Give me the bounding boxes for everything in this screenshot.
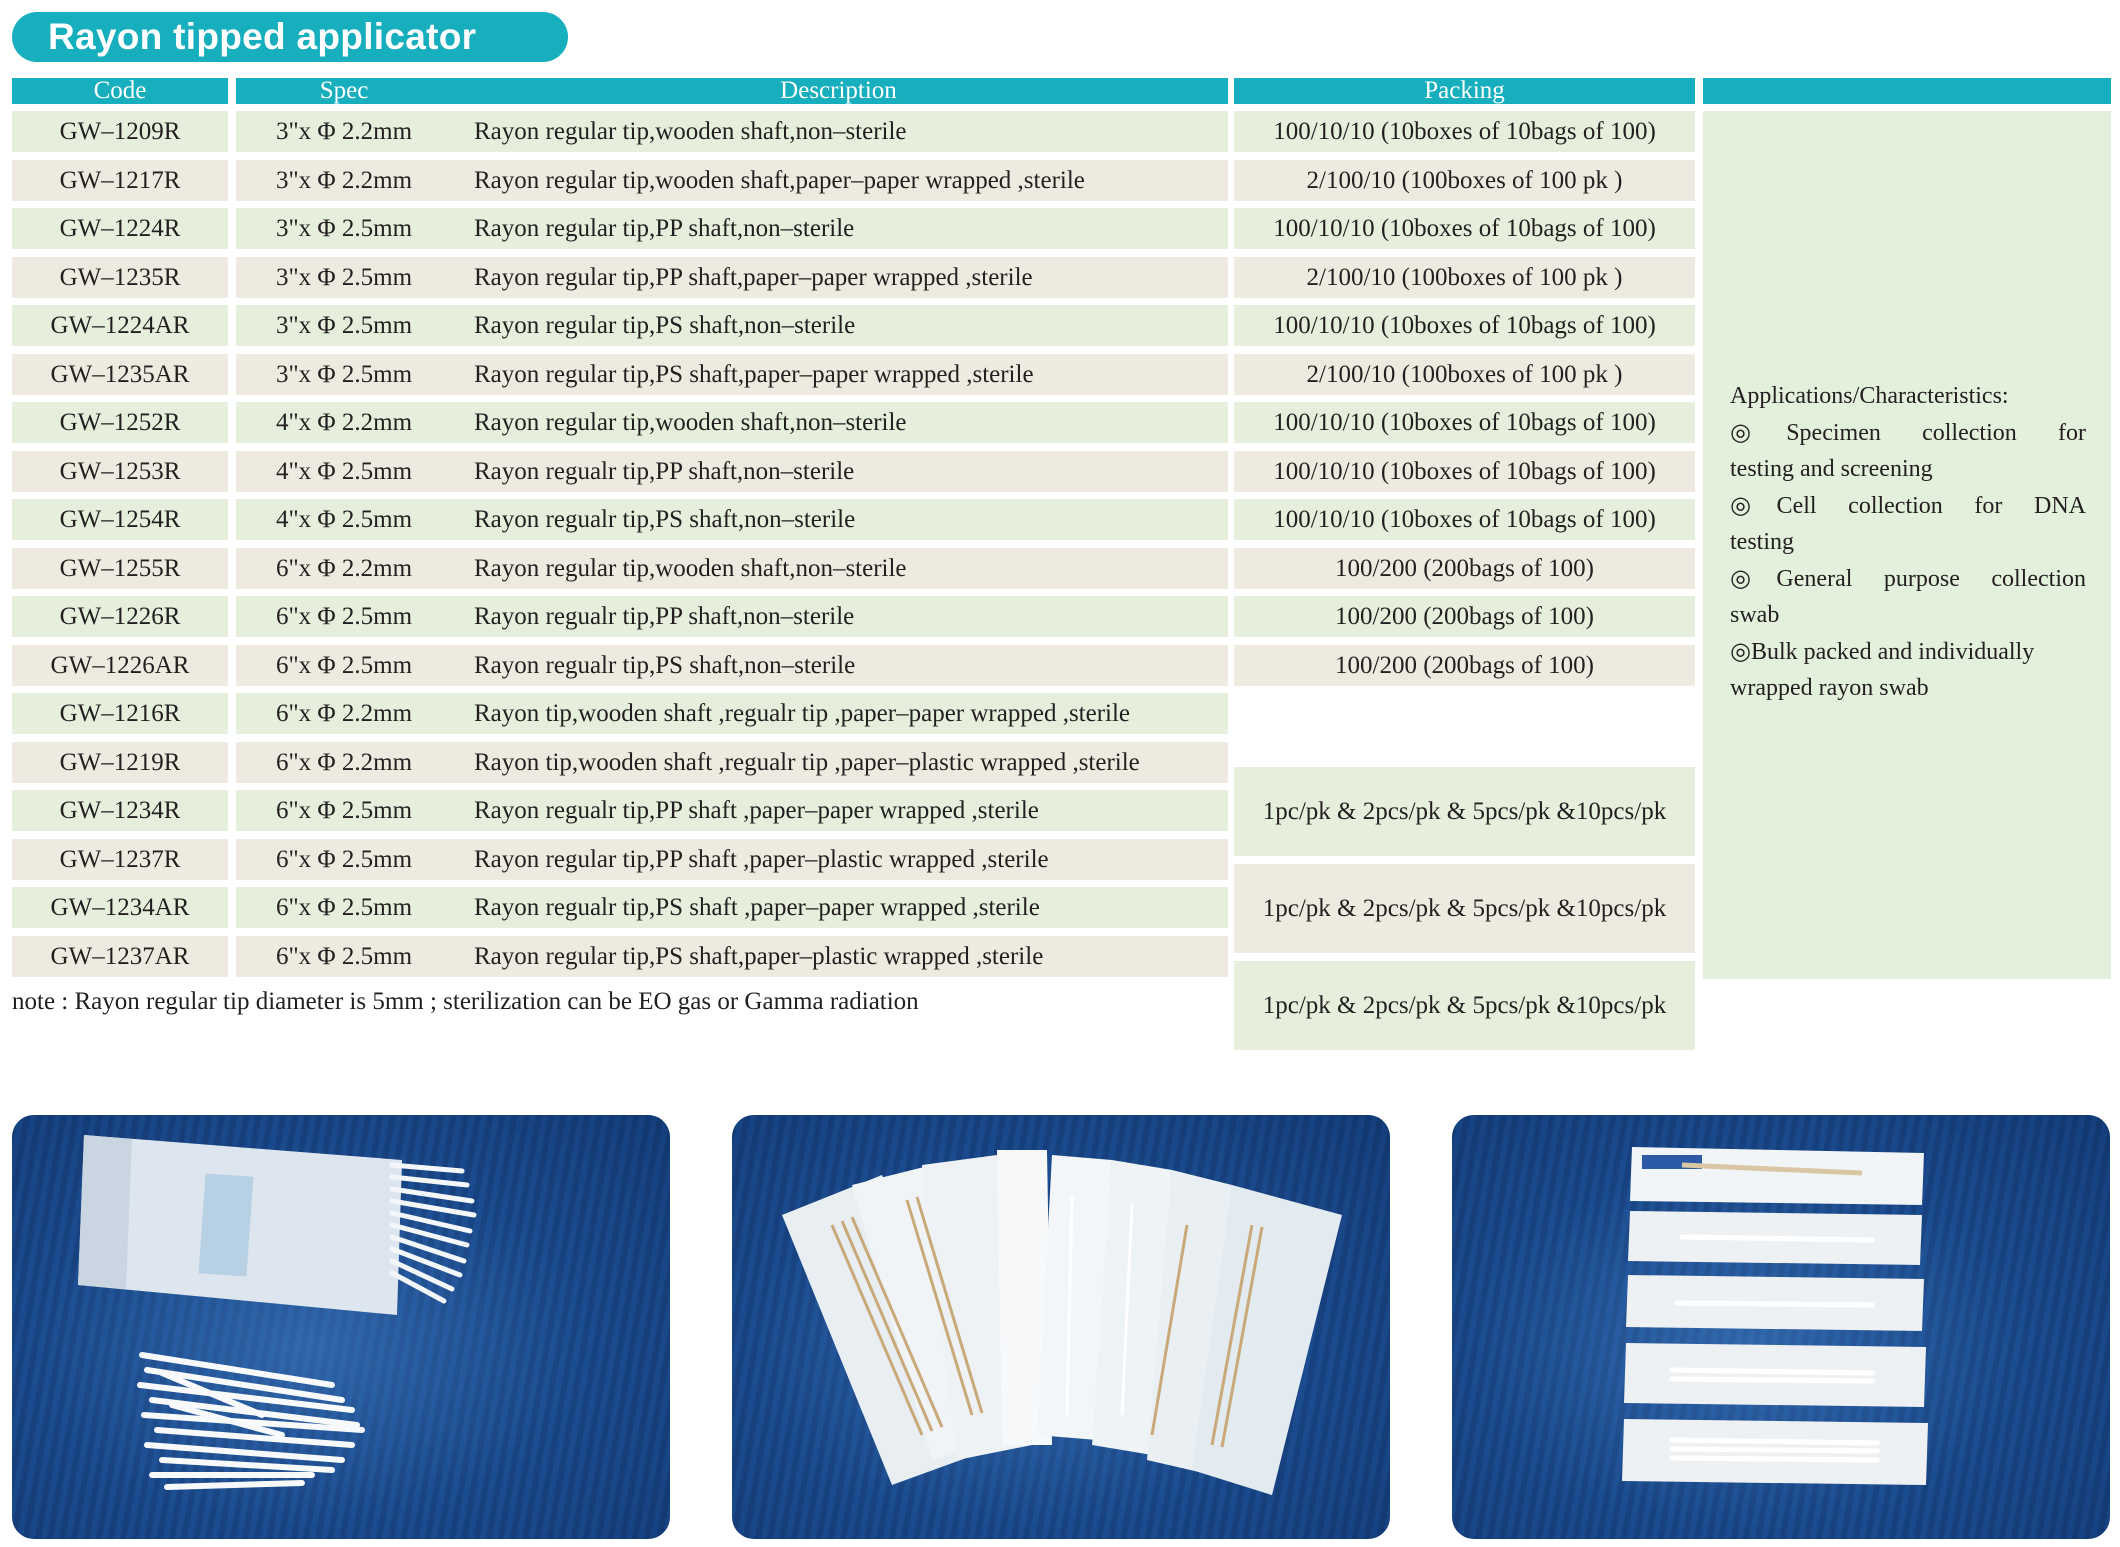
product-code: GW–1237AR (12, 936, 228, 977)
product-code: GW–1235AR (12, 354, 228, 395)
product-code: GW–1234AR (12, 887, 228, 928)
header-code: Code (12, 78, 228, 104)
packing-merged-2: 1pc/pk & 2pcs/pk & 5pcs/pk &10pcs/pk (1234, 864, 1695, 953)
table-row (12, 548, 1695, 589)
product-description: Rayon regualr tip,PS shaft,non–sterile (449, 645, 1228, 686)
product-description: Rayon tip,wooden shaft ,regualr tip ,paper–plastic wrapped ,sterile (449, 742, 1228, 783)
table-row (12, 354, 1695, 395)
bulk-swabs-photo (12, 1115, 670, 1539)
product-code: GW–1209R (12, 111, 228, 152)
product-description: Rayon regular tip,wooden shaft,non–sterile (449, 111, 1228, 152)
product-description: Rayon regular tip,PS shaft,paper–plastic wrapped ,sterile (449, 936, 1228, 977)
product-description: Rayon regualr tip,PP shaft ,paper–paper wrapped ,sterile (449, 790, 1228, 831)
table-row (12, 257, 1695, 298)
applications-line: ◎General purpose collection (1730, 565, 2086, 592)
applications-heading: Applications/Characteristics: (1730, 383, 2009, 409)
product-spec: 3"x Φ 2.5mm (236, 354, 452, 395)
table-row (12, 693, 1695, 734)
product-packing: 100/200 (200bags of 100) (1234, 548, 1695, 589)
product-spec: 3"x Φ 2.5mm (236, 305, 452, 346)
product-spec: 4"x Φ 2.5mm (236, 451, 452, 492)
product-description: Rayon regular tip,PP shaft,paper–paper wrapped ,sterile (449, 257, 1228, 298)
applications-line: swab (1730, 602, 1780, 628)
product-packing: 100/10/10 (10boxes of 10bags of 100) (1234, 208, 1695, 249)
product-spec: 6"x Φ 2.5mm (236, 645, 452, 686)
product-description: Rayon tip,wooden shaft ,regualr tip ,paper–paper wrapped ,sterile (449, 693, 1228, 734)
product-code: GW–1224AR (12, 305, 228, 346)
product-code: GW–1216R (12, 693, 228, 734)
applications-line: ◎Cell collection for DNA (1730, 492, 2086, 519)
table-row (12, 208, 1695, 249)
packing-merged-1: 1pc/pk & 2pcs/pk & 5pcs/pk &10pcs/pk (1234, 767, 1695, 856)
product-description: Rayon regular tip,PP shaft,non–sterile (449, 208, 1228, 249)
table-row (12, 499, 1695, 540)
table-row (12, 596, 1695, 637)
product-description: Rayon regualr tip,PP shaft,non–sterile (449, 596, 1228, 637)
header-spec: Spec (236, 78, 452, 104)
applications-line: wrapped rayon swab (1730, 675, 1929, 701)
sealed-packs-photo (1452, 1115, 2110, 1539)
product-description: Rayon regular tip,PS shaft,non–sterile (449, 305, 1228, 346)
table-row (12, 160, 1695, 201)
product-spec: 6"x Φ 2.5mm (236, 596, 452, 637)
product-description: Rayon regualr tip,PS shaft ,paper–paper wrapped ,sterile (449, 887, 1228, 928)
table-row (12, 111, 1695, 152)
title-banner (12, 12, 568, 62)
product-description: Rayon regular tip,PS shaft,paper–paper wrapped ,sterile (449, 354, 1228, 395)
product-packing: 100/10/10 (10boxes of 10bags of 100) (1234, 451, 1695, 492)
product-description: Rayon regualr tip,PP shaft,non–sterile (449, 451, 1228, 492)
product-code: GW–1224R (12, 208, 228, 249)
product-code: GW–1255R (12, 548, 228, 589)
wrapped-pouches-photo (732, 1115, 1390, 1539)
product-spec: 6"x Φ 2.2mm (236, 693, 452, 734)
product-description: Rayon regular tip,wooden shaft,non–sterile (449, 548, 1228, 589)
product-packing: 100/10/10 (10boxes of 10bags of 100) (1234, 402, 1695, 443)
product-packing: 2/100/10 (100boxes of 100 pk ) (1234, 257, 1695, 298)
product-description: Rayon regular tip,wooden shaft,paper–paper wrapped ,sterile (449, 160, 1228, 201)
header-extra (1703, 78, 2111, 104)
product-packing: 2/100/10 (100boxes of 100 pk ) (1234, 354, 1695, 395)
product-code: GW–1226AR (12, 645, 228, 686)
header-description: Description (449, 78, 1228, 104)
applications-line: testing and screening (1730, 456, 1933, 482)
product-packing: 100/10/10 (10boxes of 10bags of 100) (1234, 305, 1695, 346)
product-spec: 4"x Φ 2.2mm (236, 402, 452, 443)
product-spec: 3"x Φ 2.5mm (236, 257, 452, 298)
header-packing: Packing (1234, 78, 1695, 104)
footnote: note : Rayon regular tip diameter is 5mm ; sterilization can be EO gas or Gamma radiation (12, 988, 919, 1015)
product-code: GW–1253R (12, 451, 228, 492)
product-spec: 3"x Φ 2.5mm (236, 208, 452, 249)
product-packing: 100/200 (200bags of 100) (1234, 645, 1695, 686)
product-spec: 4"x Φ 2.5mm (236, 499, 452, 540)
table-row (12, 305, 1695, 346)
applications-line: ◎Specimen collection for (1730, 419, 2086, 446)
product-spec: 3"x Φ 2.2mm (236, 160, 452, 201)
page-title: Rayon tipped applicator (48, 16, 477, 57)
product-spec: 3"x Φ 2.2mm (236, 111, 452, 152)
product-spec: 6"x Φ 2.2mm (236, 548, 452, 589)
product-packing: 100/10/10 (10boxes of 10bags of 100) (1234, 111, 1695, 152)
table-row (12, 645, 1695, 686)
product-description: Rayon regular tip,wooden shaft,non–sterile (449, 402, 1228, 443)
product-code: GW–1237R (12, 839, 228, 880)
table-row (12, 451, 1695, 492)
table-row (12, 402, 1695, 443)
product-code: GW–1226R (12, 596, 228, 637)
product-packing: 2/100/10 (100boxes of 100 pk ) (1234, 160, 1695, 201)
product-spec: 6"x Φ 2.2mm (236, 742, 452, 783)
applications-line: ◎Bulk packed and individually (1730, 638, 2035, 665)
product-description: Rayon regular tip,PP shaft ,paper–plastic wrapped ,sterile (449, 839, 1228, 880)
product-code: GW–1219R (12, 742, 228, 783)
product-spec: 6"x Φ 2.5mm (236, 936, 452, 977)
product-description: Rayon regualr tip,PS shaft,non–sterile (449, 499, 1228, 540)
product-code: GW–1254R (12, 499, 228, 540)
product-packing: 100/10/10 (10boxes of 10bags of 100) (1234, 499, 1695, 540)
product-code: GW–1217R (12, 160, 228, 201)
product-spec: 6"x Φ 2.5mm (236, 790, 452, 831)
applications-line: testing (1730, 529, 1794, 555)
product-code: GW–1234R (12, 790, 228, 831)
product-code: GW–1252R (12, 402, 228, 443)
product-packing: 100/200 (200bags of 100) (1234, 596, 1695, 637)
product-spec: 6"x Φ 2.5mm (236, 839, 452, 880)
applications-panel (1703, 111, 2111, 979)
packing-merged-3: 1pc/pk & 2pcs/pk & 5pcs/pk &10pcs/pk (1234, 961, 1695, 1050)
product-code: GW–1235R (12, 257, 228, 298)
product-spec: 6"x Φ 2.5mm (236, 887, 452, 928)
